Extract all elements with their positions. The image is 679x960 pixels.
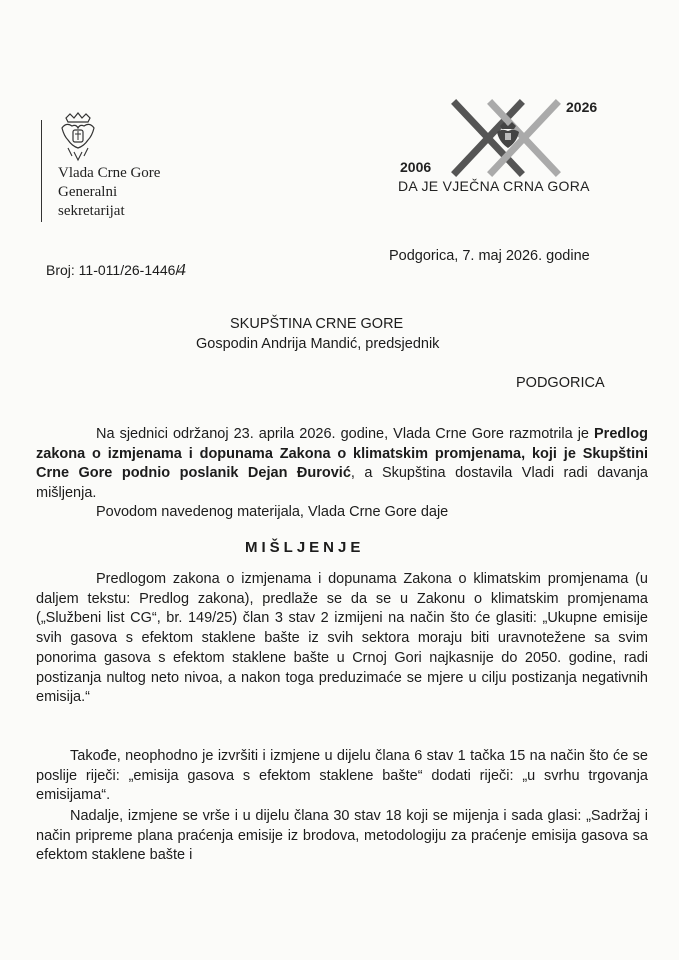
motto-text: DA JE VJEČNA CRNA GORA bbox=[398, 178, 590, 194]
reference-handwritten-suffix: 4 bbox=[177, 260, 186, 279]
coat-of-arms-icon bbox=[58, 112, 98, 162]
logo-year-end: 2026 bbox=[566, 99, 598, 115]
p2-text: Povodom navedenog materijala, Vlada Crne Gore daje bbox=[96, 504, 449, 520]
paragraph-session bbox=[36, 425, 648, 504]
gov-line-1: Vlada Crne Gore bbox=[58, 165, 161, 181]
p3-text: Predlogom zakona o izmjenama i dopunama Zakona o klimatskim promjenama (u daljem tekstu: Predlog zakona), predlaže se da se u Zakonu o klimatskim promjenama („Službeni list CG“, br. 149/25) član 3 stav 2 izmijeni na način što će glasiti: „Ukupne emisije svih gasova s efektom staklene bašte iz svih sektora moraju biti uravnotežene sa svim ponorima gasova s efektom staklene bašte u Crnoj Gori najkasnije do 2050. godine, radi postizanja nultog neto nivoa, a nakon toga preduzimaće se mjere u cilju postizanja negativnih emisija.“ bbox=[36, 571, 648, 706]
reference-number bbox=[46, 260, 186, 280]
recipient-city: PODGORICA bbox=[516, 375, 605, 391]
paragraph-amendment-6 bbox=[36, 747, 648, 806]
reference-number-text: Broj: 11-011/26-1446/ bbox=[46, 262, 180, 278]
p5-text: Nadalje, izmjene se vrše i u dijelu člana 30 stav 18 koji se mijenja i sada glasi: „Sadržaj i način pripreme plana praćenja emisije iz brodova, metodologiju za praćenje emisija gasova sa efektom staklene bašte i bbox=[36, 808, 648, 864]
p1-bold-title: Predlog zakona o izmjenama i dopunama Zakona o klimatskim promjenama, koji je Skupštini Crne Gore podnio poslanik Dejan Đurović bbox=[36, 426, 648, 482]
gov-line-2: Generalni bbox=[58, 184, 118, 200]
logo-year-start: 2006 bbox=[400, 159, 432, 175]
p1-text-b: , a Skupština dostavila Vladi radi davanja mišljenja. bbox=[36, 465, 648, 502]
opinion-heading: MIŠLJENJE bbox=[245, 539, 365, 556]
paragraph-proposal bbox=[36, 570, 648, 708]
recipient-person: Gospodin Andrija Mandić, predsjednik bbox=[196, 336, 440, 352]
paragraph-amendment-30 bbox=[36, 807, 648, 866]
document-date: Podgorica, 7. maj 2026. godine bbox=[389, 248, 590, 264]
header-divider-line bbox=[41, 120, 42, 222]
p4-text: Takođe, neophodno je izvršiti i izmjene u dijelu člana 6 stav 1 tačka 15 na način što će se poslije riječi: „emisija gasova s efektom staklene bašte“ dodati riječi: „u svrhu trgovanja emisijama“. bbox=[36, 748, 648, 804]
p1-text-a: Na sjednici održanoj 23. aprila 2026. godine, Vlada Crne Gore razmotrila je bbox=[96, 426, 595, 442]
government-name bbox=[58, 164, 160, 221]
paragraph-intro bbox=[36, 503, 648, 523]
recipient-organization: SKUPŠTINA CRNE GORE bbox=[230, 316, 404, 332]
gov-line-3: sekretarijat bbox=[58, 203, 125, 219]
